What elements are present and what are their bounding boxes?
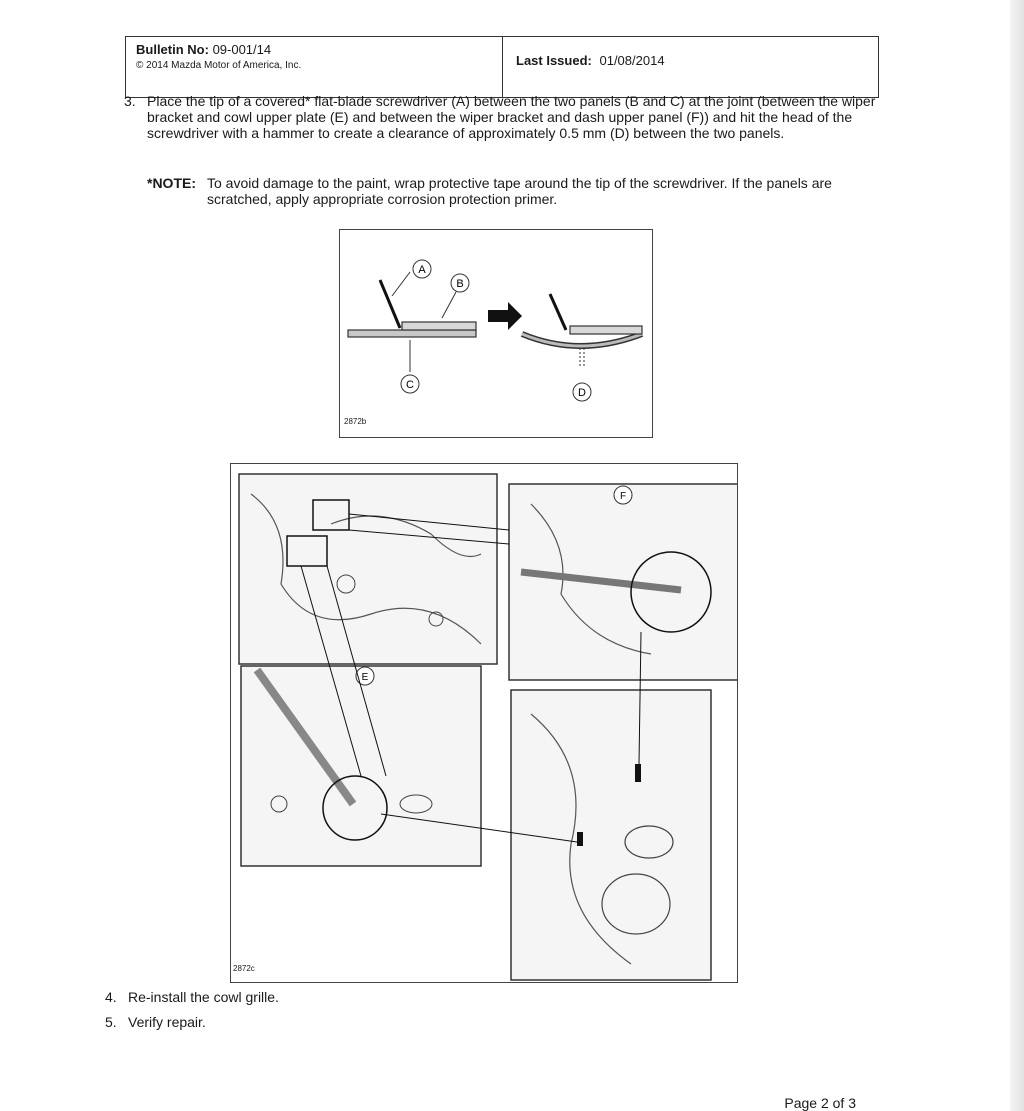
leader-b: [442, 292, 456, 318]
clearance-diagram: [340, 230, 652, 437]
last-issued-label: Last Issued:: [516, 53, 592, 68]
header-left-cell: [126, 37, 503, 97]
marker-bottom-right: [577, 832, 583, 846]
note-label: *NOTE:: [147, 175, 196, 191]
figure-code: 2872b: [344, 417, 367, 426]
screwdriver-a-right: [550, 294, 566, 330]
page-edge-shadow: [1010, 0, 1024, 1111]
photo-top-left: [239, 474, 497, 664]
step-number: 4.: [105, 989, 117, 1005]
copyright-text: © 2014 Mazda Motor of America, Inc.: [136, 60, 302, 71]
panel-b-right: [570, 326, 642, 334]
callout-b: B: [456, 278, 464, 290]
arrow-right-icon: [488, 302, 522, 330]
step-number: 3.: [124, 93, 136, 109]
step-3: [124, 93, 879, 141]
figure-code: 2872c: [233, 964, 255, 973]
cowl-photo-illustration: [231, 464, 737, 982]
bulletin-header: [125, 36, 879, 98]
panel-c: [348, 330, 476, 337]
callout-f: F: [619, 491, 627, 502]
note: [147, 175, 877, 207]
step-5: [105, 1014, 705, 1030]
bulletin-label: Bulletin No:: [136, 42, 209, 57]
photo-bottom-right: [511, 690, 711, 980]
panel-b: [402, 322, 476, 330]
note-text: To avoid damage to the paint, wrap protective tape around the tip of the screwdriver. If the panels are scratched, apply appropriate corrosion protection primer.: [207, 175, 832, 207]
leader-a: [392, 272, 410, 296]
bulletin-value: 09-001/14: [212, 42, 272, 57]
step-text: Verify repair.: [128, 1014, 206, 1030]
last-issued: [516, 53, 665, 68]
last-issued-date: 01/08/2014: [599, 53, 665, 68]
step-4: [105, 989, 705, 1005]
page-number: Page 2 of 3: [784, 1095, 856, 1111]
callout-c: C: [406, 379, 414, 391]
figure-cowl-photos: [230, 463, 738, 983]
screwdriver-a: [380, 280, 400, 328]
callout-e: E: [361, 672, 369, 683]
step-text: Place the tip of a covered* flat-blade screwdriver (A) between the two panels (B and C) at the joint (between the wiper bracket and cowl upper plate (E) and between the wiper bracket and dash upper panel (F)) and hit the head of the screwdriver with a hammer to create a clearance of approximately 0.5 mm (D) between the two panels.: [147, 93, 876, 141]
step-text: Re-install the cowl grille.: [128, 989, 279, 1005]
figure-clearance-diagram: [339, 229, 653, 438]
callout-d: D: [578, 387, 586, 399]
step-number: 5.: [105, 1014, 117, 1030]
callout-a: A: [418, 264, 426, 276]
bulletin-number: [136, 42, 492, 57]
